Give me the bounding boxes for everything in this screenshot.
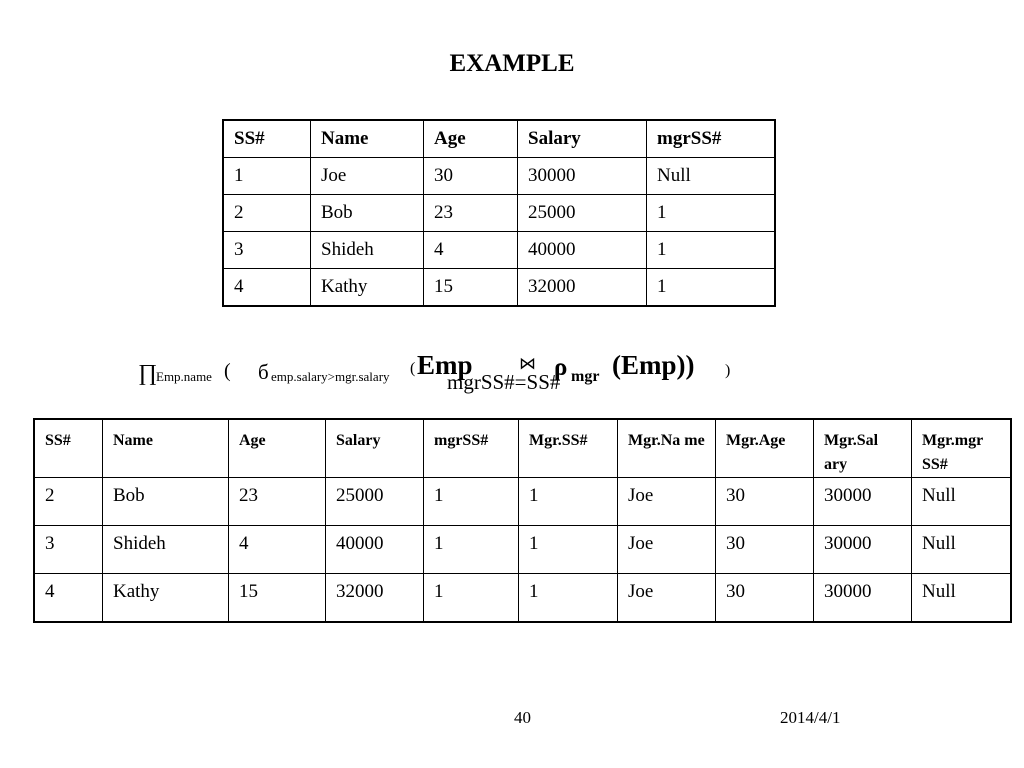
table-cell: 40000 <box>326 526 424 574</box>
column-header: Mgr.mgr SS# <box>912 419 1012 478</box>
table-cell: 4 <box>424 232 518 269</box>
table-cell: 4 <box>229 526 326 574</box>
table-row <box>223 158 775 195</box>
table-header-row <box>223 120 775 158</box>
table-cell: 25000 <box>326 478 424 526</box>
table-cell: 23 <box>424 195 518 232</box>
table-cell: 15 <box>424 269 518 307</box>
table-cell: 1 <box>647 195 776 232</box>
selection-symbol: б <box>258 360 269 384</box>
join-condition: mgrSS#=SS# <box>447 370 561 394</box>
table-cell: 30000 <box>814 574 912 623</box>
table-cell: Shideh <box>103 526 229 574</box>
table-cell: 1 <box>424 574 519 623</box>
table-cell: 30 <box>716 478 814 526</box>
relation-emp-renamed: (Emp)) <box>612 350 695 380</box>
column-header: mgrSS# <box>647 120 776 158</box>
table-cell: 4 <box>34 574 103 623</box>
page-number: 40 <box>514 708 531 727</box>
table-row <box>223 232 775 269</box>
column-header: Mgr.Sal ary <box>814 419 912 478</box>
table-cell: 30 <box>716 526 814 574</box>
join-symbol: ⋈ <box>519 354 536 373</box>
open-paren: ( <box>224 360 231 382</box>
table-cell: 40000 <box>518 232 647 269</box>
table-cell: 32000 <box>326 574 424 623</box>
slide-title: EXAMPLE <box>449 50 575 77</box>
table-cell: Joe <box>618 478 716 526</box>
footer-date: 2014/4/1 <box>780 708 841 727</box>
table-cell: 1 <box>223 158 311 195</box>
column-header: Salary <box>326 419 424 478</box>
table-cell: 30000 <box>814 478 912 526</box>
selection-subscript: emp.salary>mgr.salary <box>271 369 390 384</box>
table-cell: 30 <box>716 574 814 623</box>
projection-symbol: ∏ <box>138 360 157 385</box>
table-cell: Null <box>912 526 1012 574</box>
projection-subscript: Emp.name <box>156 369 212 384</box>
table-cell: 30000 <box>518 158 647 195</box>
table-cell: 3 <box>34 526 103 574</box>
open-paren: ( <box>410 360 416 377</box>
column-header: Salary <box>518 120 647 158</box>
employee-table <box>222 119 776 307</box>
table-cell: 1 <box>519 526 618 574</box>
table-row <box>34 574 1011 623</box>
column-header: Mgr.Na me <box>618 419 716 478</box>
table-cell: Bob <box>103 478 229 526</box>
relation-emp: Emp <box>417 350 473 380</box>
column-header: Age <box>424 120 518 158</box>
table-cell: 1 <box>424 526 519 574</box>
table-cell: 1 <box>424 478 519 526</box>
table-cell: 23 <box>229 478 326 526</box>
column-header: Name <box>103 419 229 478</box>
table-row <box>223 195 775 232</box>
column-header: SS# <box>34 419 103 478</box>
column-header: Mgr.SS# <box>519 419 618 478</box>
table-cell: 30 <box>424 158 518 195</box>
table-cell: Null <box>912 574 1012 623</box>
table-cell: 2 <box>223 195 311 232</box>
table-cell: Null <box>912 478 1012 526</box>
table-header-row <box>34 419 1011 478</box>
table-cell: Joe <box>311 158 424 195</box>
table-cell: 1 <box>519 478 618 526</box>
table-cell: 32000 <box>518 269 647 307</box>
table-cell: Joe <box>618 574 716 623</box>
column-header: Mgr.Age <box>716 419 814 478</box>
table-cell: 1 <box>519 574 618 623</box>
table-cell: 1 <box>647 232 776 269</box>
table-cell: 1 <box>647 269 776 307</box>
relational-algebra-expression <box>138 350 758 394</box>
column-header: Name <box>311 120 424 158</box>
close-paren: ) <box>725 362 731 379</box>
table-row <box>34 478 1011 526</box>
column-header: SS# <box>223 120 311 158</box>
table-cell: Shideh <box>311 232 424 269</box>
table-cell: Joe <box>618 526 716 574</box>
table-row <box>223 269 775 307</box>
table-cell: 3 <box>223 232 311 269</box>
table-cell: 15 <box>229 574 326 623</box>
rename-subscript: mgr <box>571 368 600 385</box>
table-cell: 25000 <box>518 195 647 232</box>
table-cell: 4 <box>223 269 311 307</box>
table-row <box>34 526 1011 574</box>
rename-symbol: ρ <box>554 354 568 381</box>
table-cell: Kathy <box>103 574 229 623</box>
table-cell: Bob <box>311 195 424 232</box>
table-cell: 30000 <box>814 526 912 574</box>
column-header: mgrSS# <box>424 419 519 478</box>
table-cell: Null <box>647 158 776 195</box>
column-header: Age <box>229 419 326 478</box>
table-cell: Kathy <box>311 269 424 307</box>
result-table <box>33 418 1012 623</box>
table-cell: 2 <box>34 478 103 526</box>
